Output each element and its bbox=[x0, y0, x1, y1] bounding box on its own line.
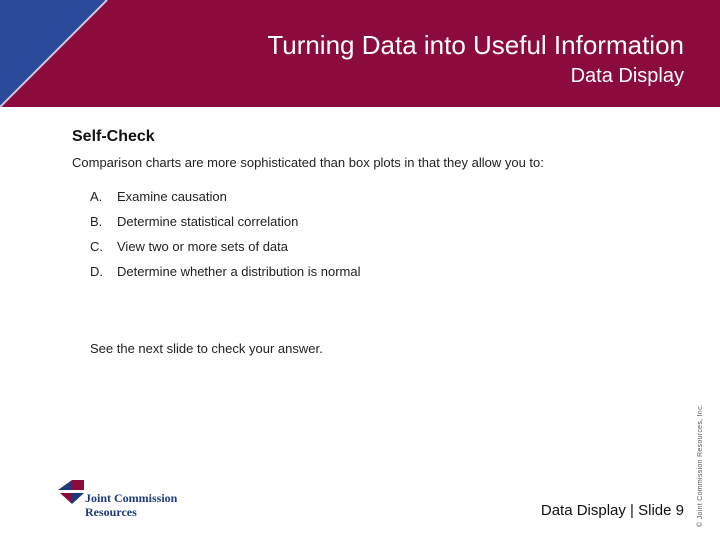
question-text: Comparison charts are more sophisticated than box plots in that they allow you to: bbox=[72, 155, 544, 170]
option-text: Determine statistical correlation bbox=[117, 214, 299, 229]
answer-option-c bbox=[90, 239, 361, 264]
slide-subtitle: Data Display bbox=[570, 65, 684, 87]
slide-number-label: Data Display | Slide 9 bbox=[540, 502, 684, 519]
slide-title: Turning Data into Useful Information bbox=[267, 30, 684, 60]
option-letter: D. bbox=[90, 264, 103, 279]
answer-option-b bbox=[90, 214, 361, 239]
next-slide-note: See the next slide to check your answer. bbox=[90, 341, 323, 356]
answer-option-a bbox=[90, 189, 361, 214]
option-text: Examine causation bbox=[117, 189, 227, 204]
option-text: View two or more sets of data bbox=[117, 239, 289, 254]
section-heading: Self-Check bbox=[72, 128, 155, 145]
company-logo bbox=[58, 478, 198, 520]
option-letter: B. bbox=[90, 214, 103, 229]
copyright-notice: © Joint Commission Resources, Inc. bbox=[697, 403, 704, 527]
logo-text-line1: Joint Commission bbox=[85, 491, 178, 505]
logo-mark-icon bbox=[58, 478, 84, 506]
option-text: Determine whether a distribution is normal bbox=[117, 264, 361, 279]
option-letter: A. bbox=[90, 189, 103, 204]
header-band bbox=[0, 0, 720, 107]
logo-text-line2: Resources bbox=[85, 505, 137, 519]
answer-options bbox=[90, 189, 361, 289]
answer-option-d bbox=[90, 264, 361, 289]
option-letter: C. bbox=[90, 239, 103, 254]
